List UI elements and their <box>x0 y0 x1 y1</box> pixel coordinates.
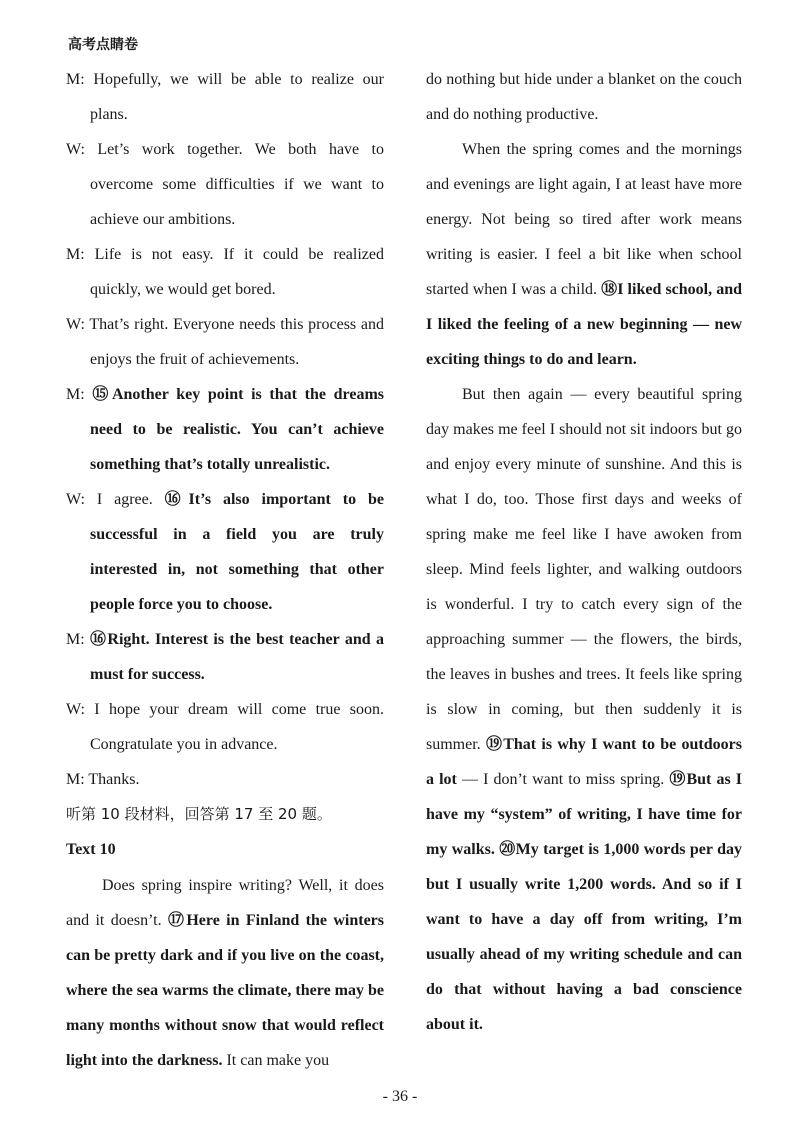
dialogue-line <box>66 307 384 377</box>
page-header-title: 高考点睛卷 <box>68 37 138 53</box>
spring-energy-paragraph <box>426 132 742 377</box>
dialogue-text: Let’s work together. We both have to overcome some difficulties if we want to achieve our ambitions. <box>90 141 385 228</box>
para3-text: But then again — every beautiful spring day makes me feel I should not sit indoors but go and enjoy every minute of sunshine. And this is what I do, too. Those first days and weeks of spring make me feel like I have awoken from sleep. Mind feels lighter, and walking outdoors is wonderful. I try to catch every sign of the approaching summer — the flowers, the birds, the leaves in bushes and trees. It feels like spring is slow in coming, but then suddenly it is summer. <box>426 386 742 753</box>
dialogue-text: Life is not easy. If it could be realized quickly, we would get bored. <box>90 246 385 298</box>
intro-tail-text: It can make you <box>222 1052 330 1069</box>
dialogue-text: I agree. <box>96 491 165 508</box>
speaker-label: M: <box>66 386 85 403</box>
dialogue-text: That’s right. Everyone needs this process and enjoys the fruit of achievements. <box>89 316 384 368</box>
intro-bold-text: ⑰Here in Finland the winters can be pretty dark and if you live on the coast, where the sea warms the climate, there may be many months without snow that would reflect light into the darkness. <box>66 912 384 1069</box>
page-number: - 36 - <box>382 1088 418 1105</box>
listening-instruction: 听第 10 段材料，回答第 17 至 20 题。 <box>66 805 332 823</box>
dialogue-text: Hopefully, we will be able to realize our plans. <box>90 71 385 123</box>
dialogue-line <box>66 762 384 797</box>
dialogue-line <box>66 132 384 237</box>
text10-intro-paragraph <box>66 868 384 1078</box>
right-column <box>426 62 742 1042</box>
speaker-label: W: <box>66 316 85 333</box>
speaker-label: M: <box>66 246 85 263</box>
dialogue-section <box>66 62 384 797</box>
speaker-label: W: <box>66 491 85 508</box>
section-title: Text 10 <box>66 841 116 858</box>
intro-text: Does spring inspire writing? Well, it does and it doesn’t. <box>66 877 384 929</box>
para3-bold-text-1: ⑲That is why I want to be outdoors a lot <box>426 736 742 788</box>
spring-outdoors-paragraph <box>426 377 742 1042</box>
para3-mid-text: — I don’t want to miss spring. <box>456 771 670 788</box>
dialogue-line <box>66 692 384 762</box>
dialogue-line <box>66 622 384 692</box>
dialogue-line <box>66 237 384 307</box>
speaker-label: M: <box>66 771 85 788</box>
dialogue-bold-text: ⑮Another key point is that the dreams need to be realistic. You can’t achieve something that’s totally unrealistic. <box>90 386 384 473</box>
speaker-label: W: <box>66 141 85 158</box>
para3-bold-text-2: ⑲But as I have my “system” of writing, I have time for my walks. ⑳My target is 1,000 words per day but I usually write 1,200 words. And so if I want to have a day off from writing, I’m usually ahead of my writing schedule and can do that without having a bad conscience about it. <box>426 771 743 1033</box>
para2-text: When the spring comes and the mornings and evenings are light again, I at least have more energy. Not being so tired after work means writing is easier. I feel a bit like when school started when I was a child. <box>426 141 742 298</box>
speaker-label: W: <box>66 701 85 718</box>
left-column <box>66 62 384 1078</box>
dialogue-line <box>66 377 384 482</box>
dialogue-line <box>66 62 384 132</box>
speaker-label: M: <box>66 71 85 88</box>
dialogue-text: I hope your dream will come true soon. Congratulate you in advance. <box>90 701 385 753</box>
speaker-label: M: <box>66 631 85 648</box>
para2-bold-text: ⑱I liked school, and I liked the feeling of a new beginning — new exciting things to do and learn. <box>426 281 742 368</box>
dialogue-bold-text: ⑯It’s also important to be successful in a field you are truly interested in, not something that other people force you to choose. <box>90 491 384 613</box>
dialogue-line <box>66 482 384 622</box>
continuation-paragraph: do nothing but hide under a blanket on the couch and do nothing productive. <box>426 71 742 123</box>
dialogue-bold-text: ⑯Right. Interest is the best teacher and a must for success. <box>90 631 384 683</box>
dialogue-text: Thanks. <box>88 771 140 788</box>
